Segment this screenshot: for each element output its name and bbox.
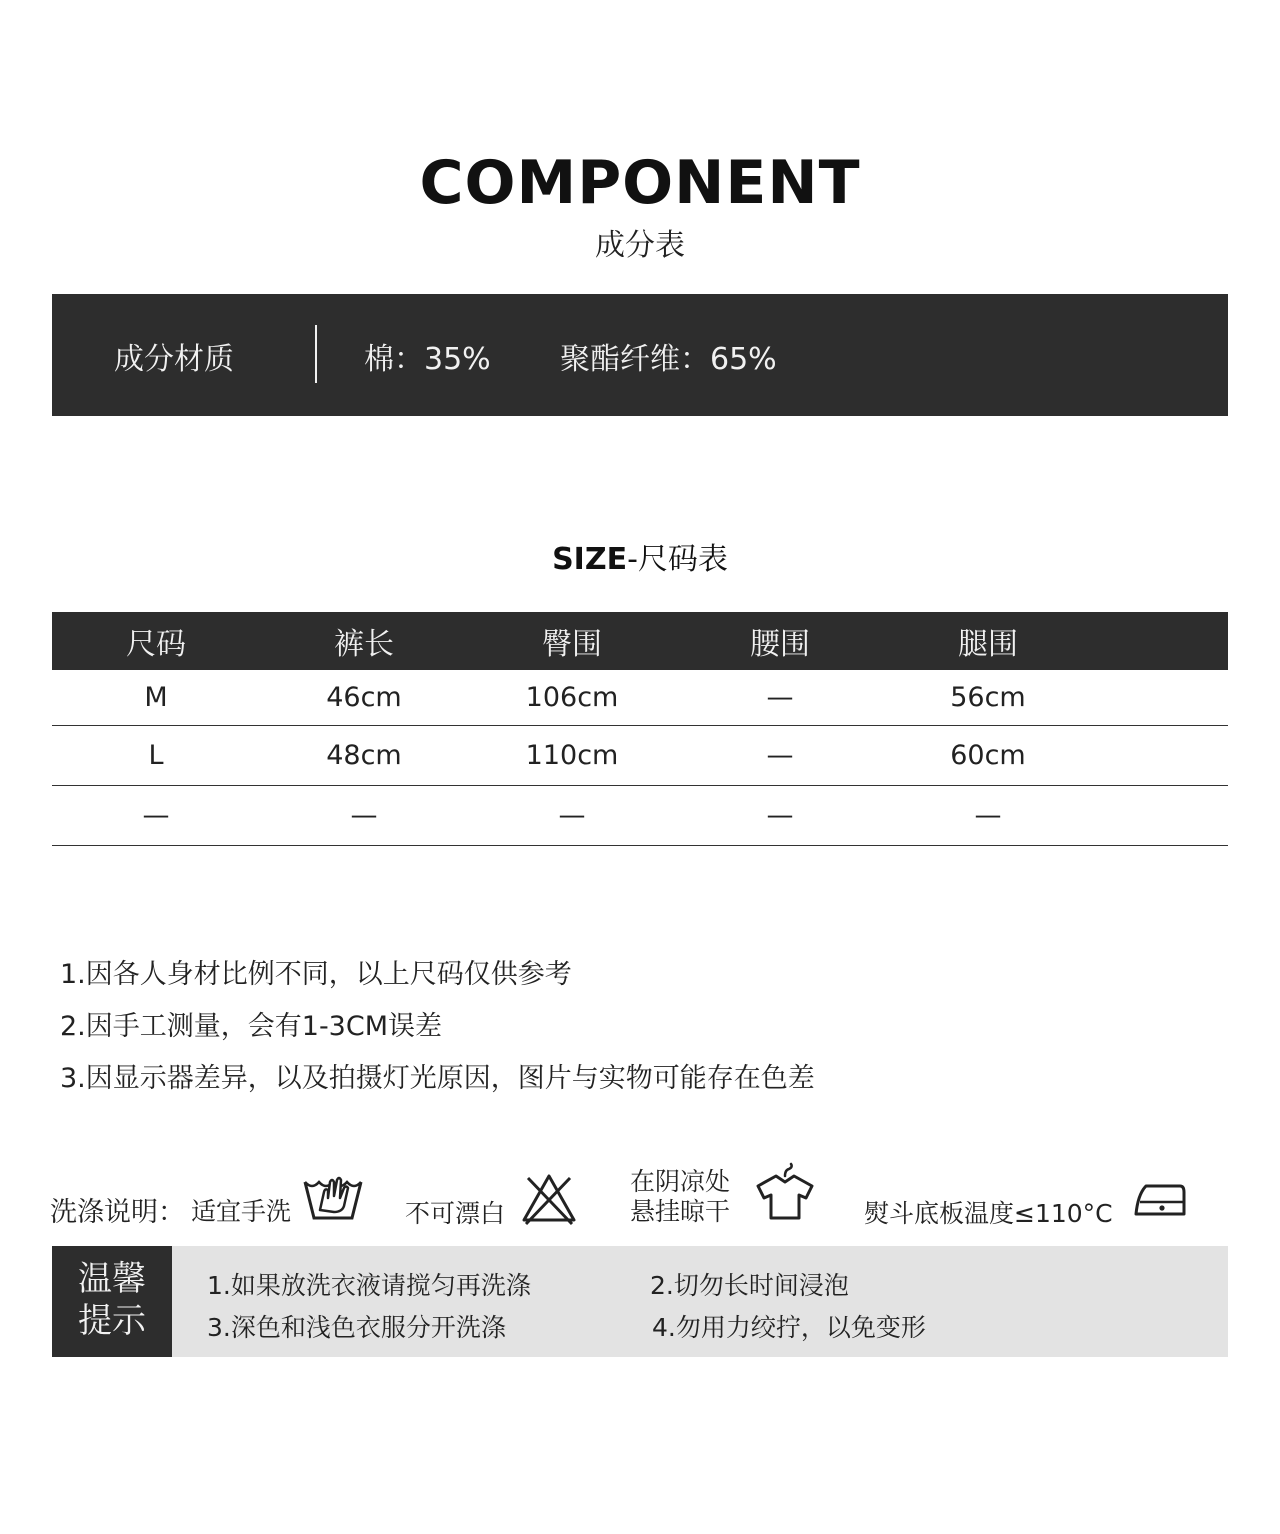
header-size: 尺码: [126, 627, 186, 662]
hand-wash-text: 适宜手洗: [191, 1197, 292, 1226]
tips-panel: [52, 1246, 1228, 1357]
component-label: 成分材质: [114, 342, 234, 377]
table-cell: L: [148, 740, 164, 771]
page-title: COMPONENT: [419, 148, 861, 218]
note-item: 3.因显示器差异，以及拍摄灯光原因，图片与实物可能存在色差: [60, 1063, 815, 1094]
tips-tag-line2: 提示: [78, 1301, 146, 1341]
table-cell: 60cm: [950, 740, 1026, 771]
table-cell: 110cm: [525, 740, 619, 771]
header-waist: 腰围: [750, 627, 810, 662]
hand-wash-icon: [302, 1168, 364, 1224]
notes-list: [60, 955, 815, 1111]
tip-item: 1.如果放洗衣液请搅匀再洗涤: [207, 1271, 531, 1300]
table-cell: —: [766, 800, 794, 831]
note-item: 2.因手工测量，会有1-3CM误差: [60, 1011, 443, 1042]
table-cell: 48cm: [326, 740, 402, 771]
tip-item: 4.勿用力绞拧，以免变形: [652, 1313, 926, 1342]
no-bleach-text: 不可漂白: [405, 1199, 506, 1228]
table-row: [52, 670, 1228, 726]
cotton-percent: 棉：35%: [364, 342, 491, 377]
iron-icon: [1134, 1180, 1188, 1220]
divider: [315, 325, 317, 383]
page-subtitle: 成分表: [595, 228, 685, 263]
tip-item: 2.切勿长时间浸泡: [650, 1271, 849, 1300]
no-bleach-icon: [520, 1170, 578, 1226]
table-row: [52, 726, 1228, 786]
table-cell: 46cm: [326, 682, 402, 713]
table-cell: 56cm: [950, 682, 1026, 713]
table-cell: —: [974, 800, 1002, 831]
tips-tag: [52, 1246, 172, 1357]
hang-dry-text-1: 在阴凉处: [630, 1167, 731, 1196]
table-row: [52, 786, 1228, 846]
tips-tag-line1: 温馨: [78, 1259, 146, 1299]
table-cell: 106cm: [525, 682, 619, 713]
tip-item: 3.深色和浅色衣服分开洗涤: [207, 1313, 506, 1342]
table-cell: M: [144, 682, 168, 713]
header-length: 裤长: [334, 627, 394, 662]
size-title-rest: -尺码表: [627, 542, 728, 577]
table-cell: —: [350, 800, 378, 831]
hang-dry-icon: [754, 1162, 816, 1222]
washing-instructions: [0, 1156, 1280, 1236]
component-bar: [52, 294, 1228, 416]
hang-dry-text-2: 悬挂晾干: [630, 1197, 731, 1226]
washing-label: 洗涤说明：: [50, 1197, 185, 1228]
note-item: 1.因各人身材比例不同，以上尺码仅供参考: [60, 959, 572, 990]
header-hip: 臀围: [542, 627, 602, 662]
polyester-percent: 聚酯纤维：65%: [560, 342, 777, 377]
header-thigh: 腿围: [958, 627, 1018, 662]
table-cell: —: [766, 682, 794, 713]
size-chart-title: [0, 534, 1280, 578]
size-title-bold: SIZE: [552, 542, 628, 577]
table-cell: —: [142, 800, 170, 831]
iron-text: 熨斗底板温度≤110°C: [864, 1199, 1113, 1228]
table-cell: —: [558, 800, 586, 831]
table-cell: —: [766, 740, 794, 771]
size-table-header: [52, 612, 1228, 670]
size-table: [52, 612, 1228, 846]
